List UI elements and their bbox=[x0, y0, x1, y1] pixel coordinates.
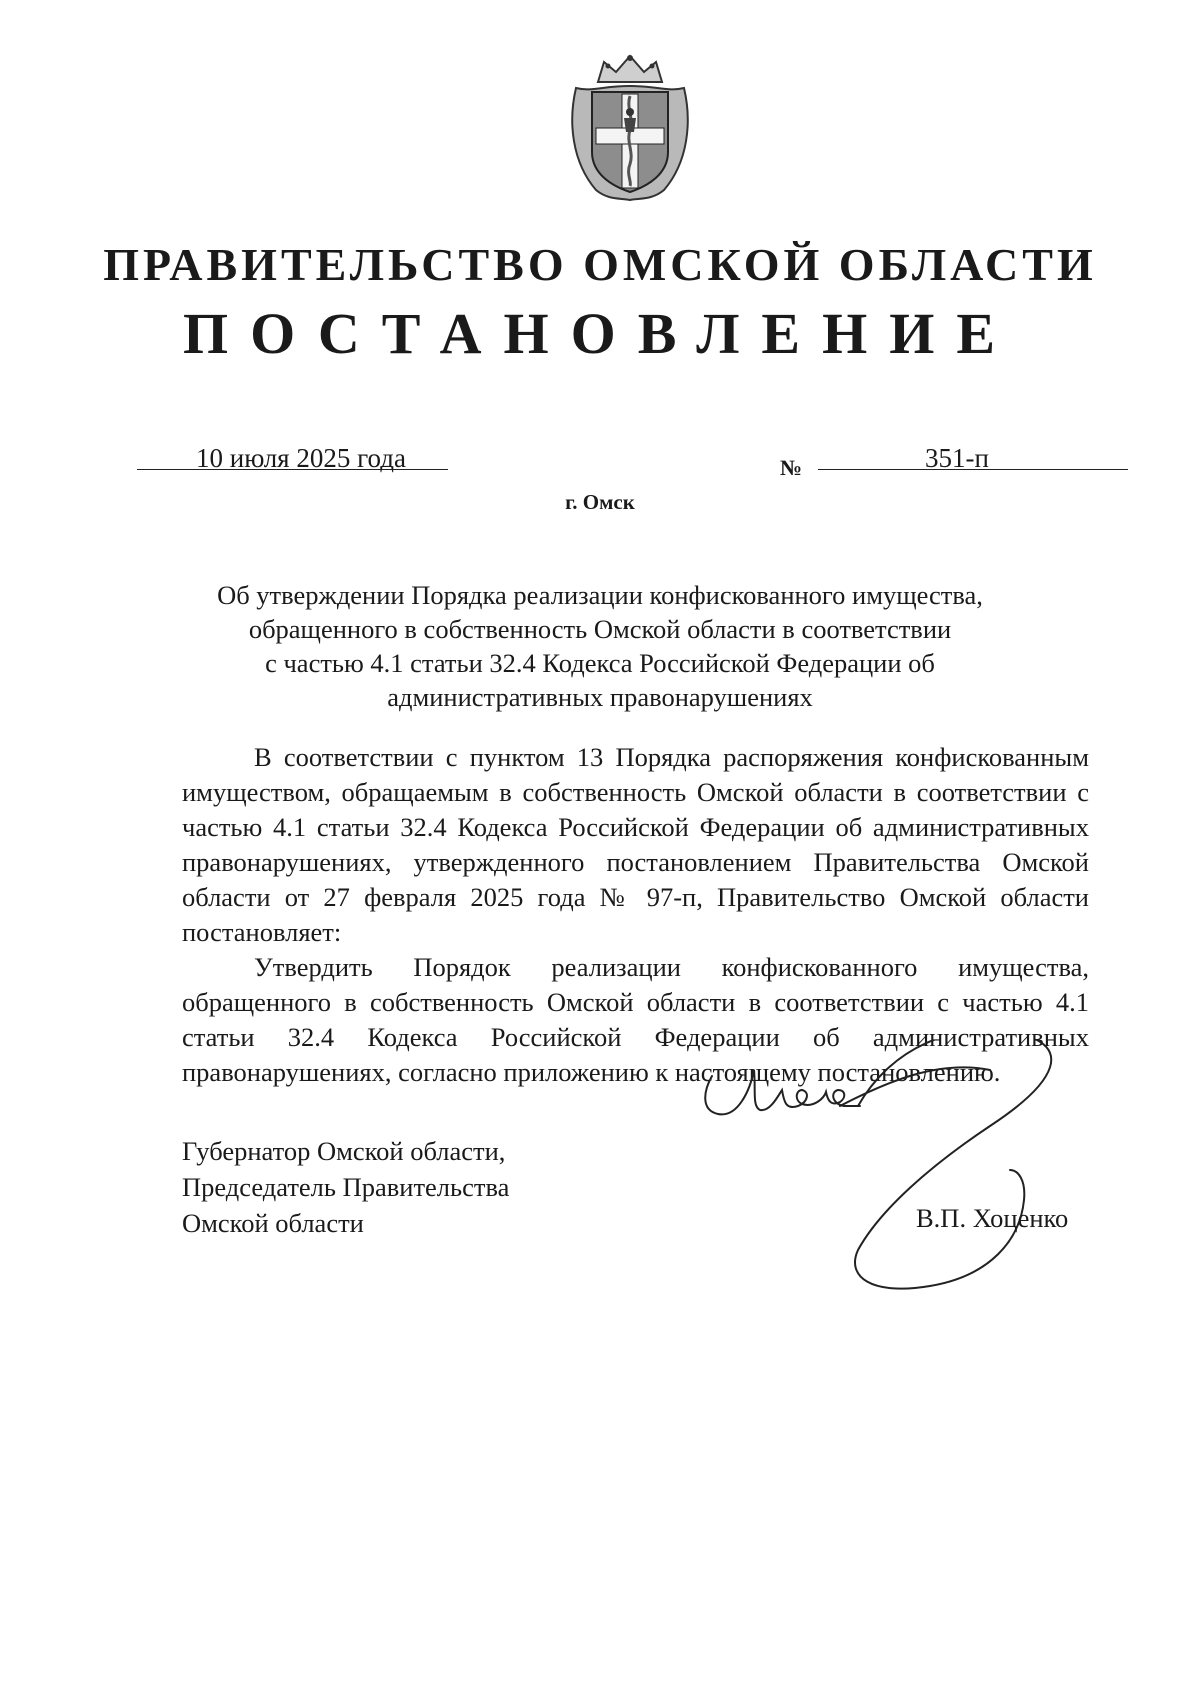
subject-line: обращенного в собственность Омской области в соответствии bbox=[248, 614, 952, 644]
subject-line: административных правонарушениях bbox=[387, 682, 813, 712]
number-sign: № bbox=[780, 455, 803, 480]
subject-line: Об утверждении Порядка реализации конфискованного имущества, bbox=[217, 580, 983, 610]
document-body bbox=[182, 740, 1089, 1090]
signatory-position bbox=[182, 1133, 509, 1241]
handwritten-signature-icon bbox=[690, 1040, 1140, 1320]
omsk-coat-of-arms-icon bbox=[568, 52, 692, 202]
body-paragraph-basis: В соответствии с пунктом 13 Порядка распоряжения конфискованным имуществом, обращаемым в собственность Омской области в соответствии с частью 4.1 статьи 32.4 Кодекса Российской Федерации об административных правонарушениях, утвержденного постановлением Правительства Омской области от 27 февраля 2025 года № 97-п, Правительство Омской области постановляет: bbox=[182, 742, 1089, 947]
document-number: 351-п bbox=[925, 443, 989, 473]
body-paragraph-resolution: Утвердить Порядок реализации конфискованного имущества, обращенного в собственность Омской области в соответствии с частью 4.1 статьи 32.4 Кодекса Российской Федерации об административных правонарушениях, согласно приложению к настоящему постановлению. bbox=[182, 952, 1089, 1087]
signatory-position-line: Омской области bbox=[182, 1208, 364, 1238]
subject-line: с частью 4.1 статьи 32.4 Кодекса Российской Федерации об bbox=[265, 648, 935, 678]
document-type-title: ПОСТАНОВЛЕНИЕ bbox=[182, 301, 1018, 366]
document-city: г. Омск bbox=[565, 490, 635, 514]
signatory-name: В.П. Хоценко bbox=[916, 1203, 1069, 1233]
signatory-position-line: Председатель Правительства bbox=[182, 1172, 510, 1202]
document-date: 10 июля 2025 года bbox=[196, 443, 406, 473]
signatory-position-line: Губернатор Омской области, bbox=[182, 1136, 506, 1166]
document-subject bbox=[150, 578, 1050, 714]
organization-title: ПРАВИТЕЛЬСТВО ОМСКОЙ ОБЛАСТИ bbox=[103, 239, 1097, 290]
